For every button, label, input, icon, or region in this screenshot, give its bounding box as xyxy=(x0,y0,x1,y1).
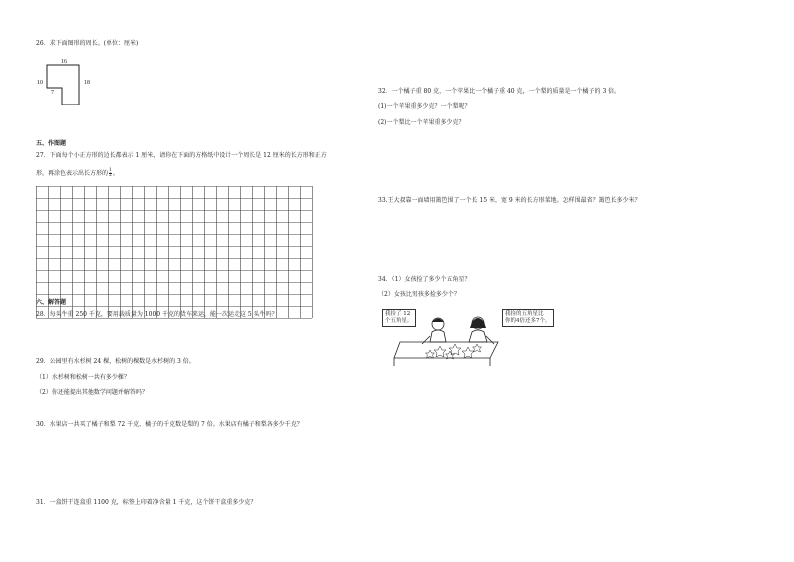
question-27-end: 。 xyxy=(112,170,119,177)
question-32-sub2: (2)一个梨比一个苹果重多少克？ xyxy=(378,119,465,126)
question-27-line1: 27．下面每个小正方形的边长都表示 1 厘米，请你在下面的方格纸中设计一个周长是 12 厘米的长方形和正方 xyxy=(36,152,327,159)
boy-bubble-line2: 个五角星。 xyxy=(385,318,413,324)
label-left: 10 xyxy=(37,80,43,86)
label-bottom: 7 xyxy=(51,90,54,96)
question-28: 28．每头牛重 250 千克，要用载质量为 1000 千克的货车来运，能一次运走这 5 头牛吗？ xyxy=(36,311,278,318)
question-34-line2: （2）女孩比男孩多捡多少个？ xyxy=(378,291,460,298)
section-6-heading: 六、解答题 xyxy=(36,299,67,306)
question-27-text: 形，再涂色表示出长方形的 xyxy=(36,170,109,177)
question-29-sub1: （1）水杉树和松树一共有多少棵？ xyxy=(36,374,130,381)
fraction-numerator: 1 xyxy=(109,168,112,173)
question-31: 31．一盒饼干连盒重 1100 克，标签上印着净含量 1 千克，这个饼干盒重多少克？ xyxy=(36,499,257,506)
question-33: 33.王大叔靠一面墙用篱笆围了一个长 15 米，宽 9 米的长方形菜地。怎样围最省？篱笆长多少米？ xyxy=(378,197,641,204)
label-right: 18 xyxy=(84,80,90,86)
fraction xyxy=(109,169,112,178)
section-5-heading: 五、作图题 xyxy=(36,140,67,147)
fraction-denominator: 2 xyxy=(109,173,112,178)
question-27-line2 xyxy=(36,169,119,178)
question-26: 26．求下面图形的周长。(单位：厘米) xyxy=(36,40,139,47)
girl-speech-bubble xyxy=(502,309,554,327)
girl-bubble-line1: 我捡的五角星比 xyxy=(505,311,544,317)
question-29: 29．公园里有水杉树 24 棵，松树的棵数是水杉树的 3 倍。 xyxy=(36,358,195,365)
boy-bubble-line1: 我捡了 12 xyxy=(385,311,411,317)
question-34-line1: 34．（1）女孩捡了多少个五角星？ xyxy=(378,276,471,283)
question-30: 30．水果店一共买了橘子和梨 72 千克，橘子的千克数是梨的 7 倍。水果店有橘子和梨各多少千克？ xyxy=(36,421,303,428)
question-32: 32．一个橘子重 80 克，一个苹果比一个橘子重 40 克，一个梨的质量是一个橘子的 3 倍。 xyxy=(378,88,621,95)
label-top: 16 xyxy=(61,59,67,65)
girl-bubble-line2: 你的4倍还多7个。 xyxy=(505,318,551,324)
boy-speech-bubble xyxy=(382,309,416,327)
question-29-sub2: （2）你还能提出其他数学问题并解答吗？ xyxy=(36,389,148,396)
square-grid xyxy=(36,186,313,319)
question-32-sub1: (1)一个苹果重多少克？一个梨呢？ xyxy=(378,103,471,110)
